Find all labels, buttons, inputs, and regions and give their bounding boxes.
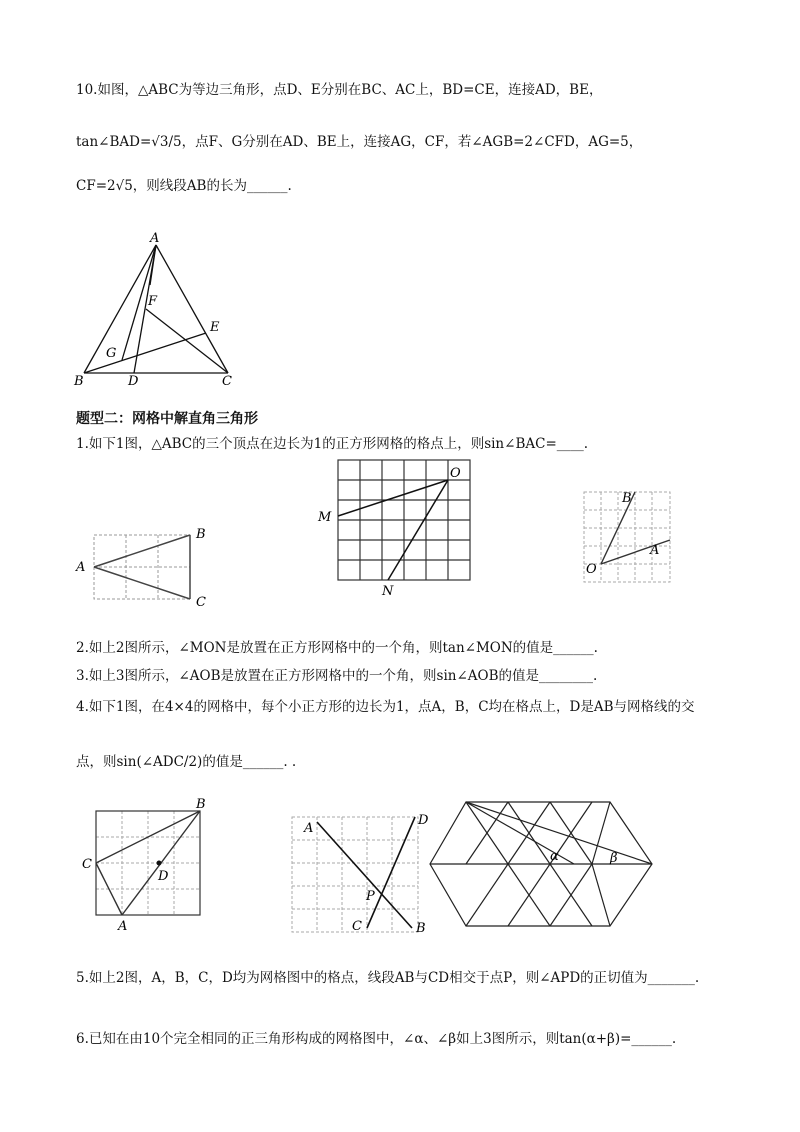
q4f2-label-b: B <box>416 921 426 936</box>
q10-label-d: D <box>128 374 139 389</box>
q4f1-label-b: B <box>196 797 206 812</box>
q1f1-label-c: C <box>196 595 206 610</box>
q4f2-label-a: A <box>304 821 314 836</box>
q1f3-label-b: B <box>622 491 632 506</box>
q5-text: 5.如上2图，A，B，C，D均为网格图中的格点，线段AB与CD相交于点P，则∠APD的正切值为_______. <box>76 970 700 986</box>
q1-figure-2 <box>312 455 482 600</box>
q4-line1: 4.如下1图，在4×4的网格中，每个小正方形的边长为1，点A，B，C均在格点上，D是AB与网格线的交 <box>76 699 695 715</box>
q1-figure-3 <box>580 488 690 588</box>
q4f3-label-beta: β <box>610 851 618 866</box>
q10-label-e: E <box>210 320 220 335</box>
q4f2-label-c: C <box>352 919 362 934</box>
q1f2-label-o: O <box>450 466 461 481</box>
q4f1-label-d: D <box>158 869 169 884</box>
q1-text: 1.如下1图，△ABC的三个顶点在边长为1的正方形网格的格点上，则sin∠BAC=____. <box>76 436 589 452</box>
q1f2-label-m: M <box>318 510 332 525</box>
q3-text: 3.如上3图所示，∠AOB是放置在正方形网格中的一个角，则sin∠AOB的值是________. <box>76 668 598 684</box>
q1-figure-1 <box>74 525 224 610</box>
section-title: 题型二：网格中解直角三角形 <box>76 411 258 427</box>
q4-figure-2 <box>290 812 440 937</box>
q4f1-label-a: A <box>118 919 128 934</box>
q4f3-label-alpha: α <box>550 849 559 864</box>
q10-label-g: G <box>106 346 117 361</box>
q4f2-label-d: D <box>418 813 429 828</box>
q1f2-label-n: N <box>382 584 394 599</box>
q10-label-a: A <box>150 231 160 246</box>
q10-label-f: F <box>148 294 158 309</box>
q4-figure-1 <box>80 796 220 936</box>
q4f2-label-p: P <box>366 889 375 904</box>
q10-line3: CF=2√5，则线段AB的长为______. <box>76 178 292 194</box>
q10-figure <box>70 225 250 390</box>
q4-figure-3 <box>428 796 658 936</box>
q6-text: 6.已知在由10个完全相同的正三角形构成的网格图中，∠α、∠β如上3图所示，则tan(α+β)=______. <box>76 1031 677 1047</box>
q10-line2: tan∠BAD=√3/5，点F、G分别在AD、BE上，连接AG，CF，若∠AGB=2∠CFD，AG=5， <box>76 134 643 150</box>
q10-label-c: C <box>222 374 232 389</box>
q10-label-b: B <box>74 374 84 389</box>
q1f3-label-o: O <box>586 562 597 577</box>
q4f1-label-c: C <box>82 857 92 872</box>
q1f1-label-a: A <box>76 560 86 575</box>
q1f1-label-b: B <box>196 527 206 542</box>
q4-line2: 点，则sin(∠ADC/2)的值是______. . <box>76 754 297 770</box>
q2-text: 2.如上2图所示，∠MON是放置在正方形网格中的一个角，则tan∠MON的值是______. <box>76 640 598 656</box>
q10-line1: 10.如图，△ABC为等边三角形，点D、E分别在BC、AC上，BD=CE，连接AD，BE， <box>76 82 603 98</box>
q1f3-label-a: A <box>650 543 660 558</box>
